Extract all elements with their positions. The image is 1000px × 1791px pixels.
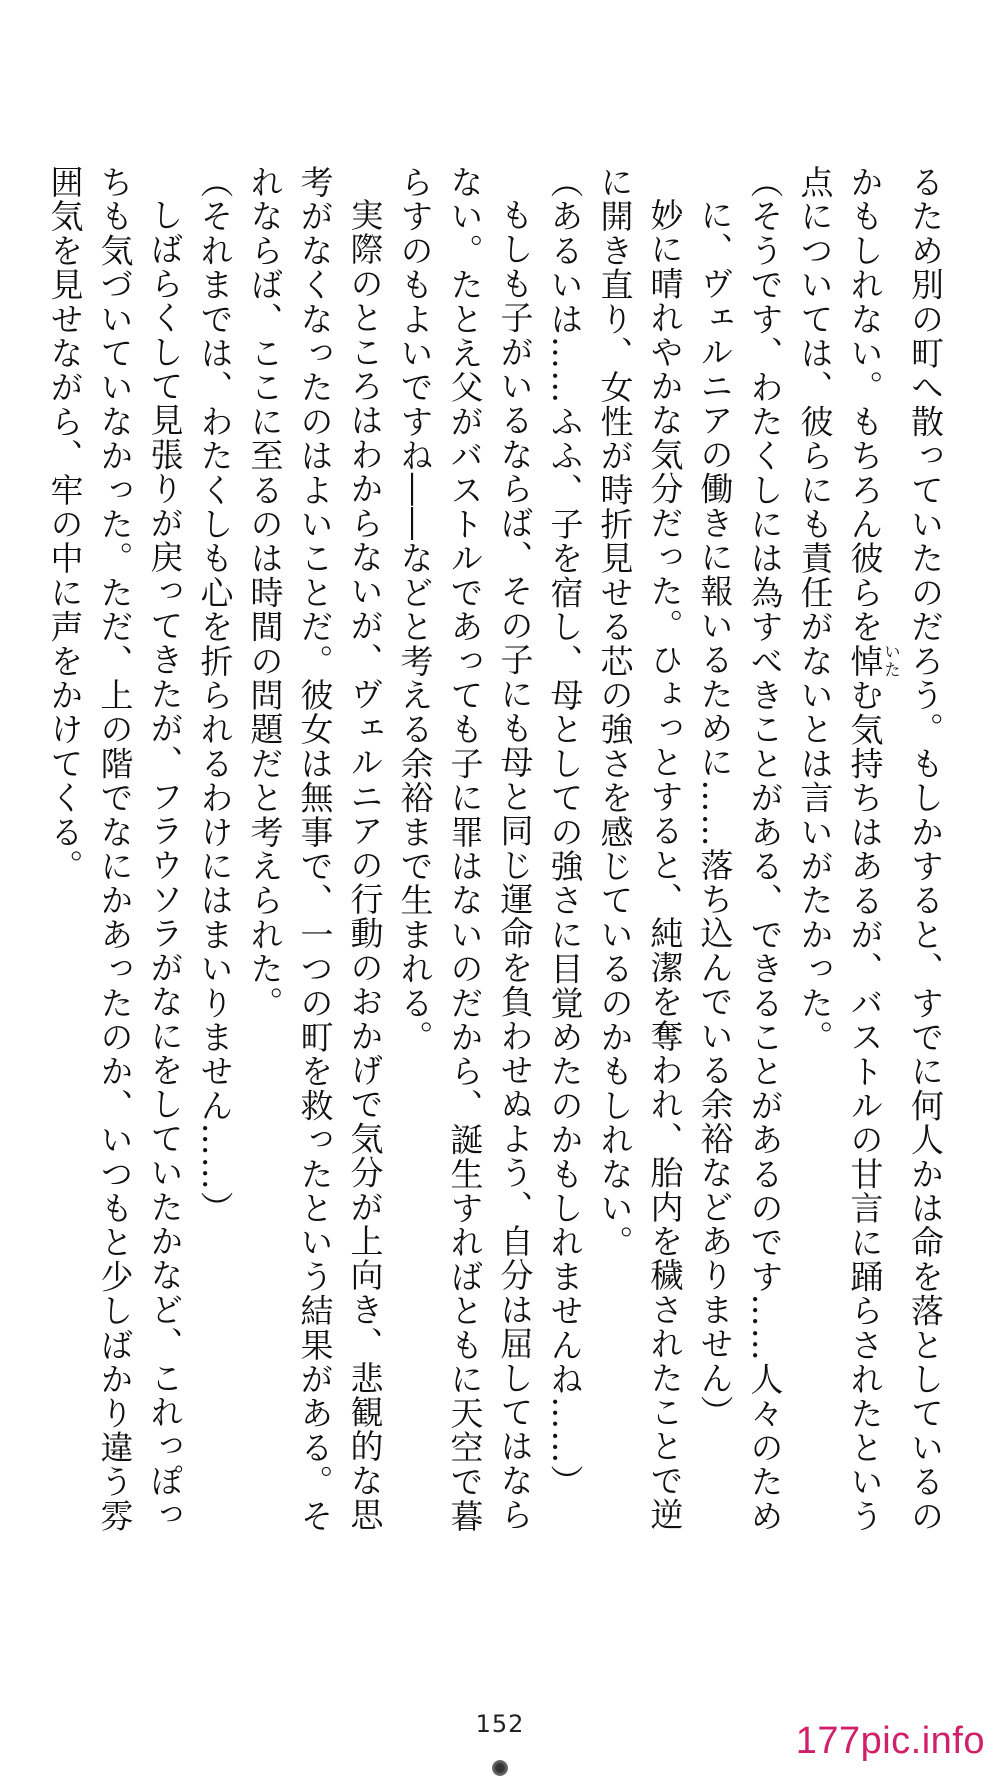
text-column: 囲気を見せながら、牢の中に声をかけてくる。 <box>45 165 85 884</box>
text-column: 考がなくなったのはよいことだ。彼女は無事で、一つの町を救ったという結果がある。そ <box>295 165 335 1533</box>
ruby-reading: いた <box>881 643 901 679</box>
text-segment: む気持ちはあるが、バストルの甘言に踊らされたという <box>845 678 885 1534</box>
text-column: れならば、ここに至るのは時間の問題だと考えられた。 <box>245 165 285 1020</box>
text-column: るため別の町へ散っていたのだろう。もしかすると、すでに何人かは命を落としているの <box>906 165 945 1533</box>
text-column: もしも子がいるならば、その子にも母と同じ運命を負わせぬよう、自分は屈してはなら <box>495 198 535 1532</box>
text-column: らすのもよいですね――などと考える余裕まで生まれる。 <box>395 165 435 1055</box>
page-ornament-icon <box>492 1760 508 1776</box>
text-column: 実際のところはわからないが、ヴェルニアの行動のおかげで気分が上向き、悲観的な思 <box>345 198 385 1532</box>
text-column-with-ruby <box>840 165 901 1555</box>
text-column: しばらくして見張りが戻ってきたが、フラウソラがなにをしていたかなど、これっぽっ <box>145 198 185 1532</box>
text-column: （そうです、わたくしには為すべきことがある、できることがあるのです……人々のため <box>745 165 785 1533</box>
text-column: に開き直り、女性が時折見せる芯の強さを感じているのかもしれない。 <box>595 165 635 1260</box>
text-segment: かもしれない。もちろん彼らを <box>845 165 885 644</box>
ruby-base: 悼 <box>845 643 885 679</box>
novel-text-body <box>45 165 950 1555</box>
text-column: （それまでは、わたくしも心を折られるわけにはまいりません……） <box>195 165 235 1226</box>
text-column: ない。たとえ父がバストルであっても子に罪はないのだから、誕生すればともに天空で暮 <box>445 165 485 1533</box>
watermark: 177pic.info <box>795 1720 985 1762</box>
ruby-word <box>845 643 901 679</box>
text-column: 点については、彼らにも責任がないとは言いがたかった。 <box>795 165 835 1055</box>
page-number: 152 <box>475 1710 525 1738</box>
text-column: （あるいは……ふふ、子を宿し、母としての強さに目覚めたのかもしれませんね……） <box>545 165 585 1499</box>
text-column: に、ヴェルニアの働きに報いるために……落ち込んでいる余裕などありません） <box>695 198 735 1430</box>
text-column: 妙に晴れやかな気分だった。ひょっとすると、純潔を奪われ、胎内を穢されたことで逆 <box>645 198 685 1532</box>
text-column: ちも気づいていなかった。ただ、上の階でなにかあったのか、いつもと少しばかり違う雰 <box>95 165 135 1533</box>
